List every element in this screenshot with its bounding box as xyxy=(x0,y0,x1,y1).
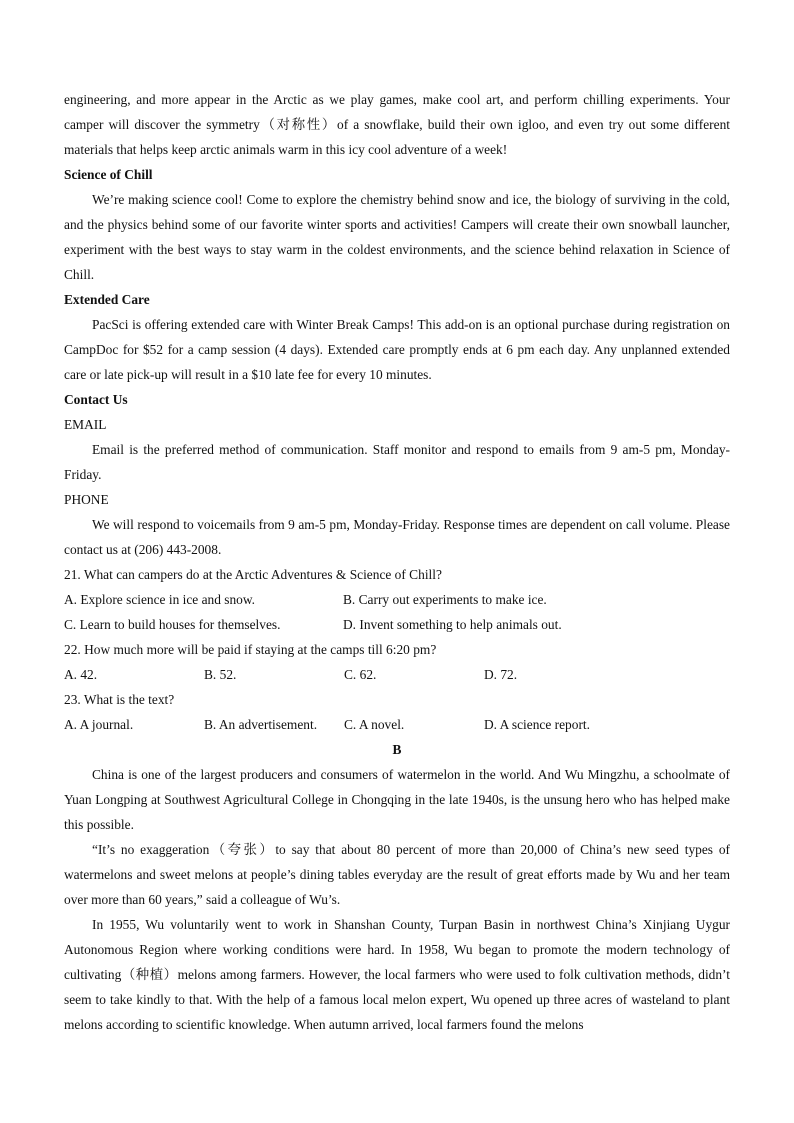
section-b-paragraph-1: China is one of the largest producers and consumers of watermelon in the world. And Wu Mingzhu, a schoolmate of Yuan Longping at Southwest Agricultural College in Chongqing in the late 1940s, is the unsung hero who has helped make this possible. xyxy=(64,767,730,832)
question-21-options-row2 xyxy=(64,612,730,637)
extended-care-heading: Extended Care xyxy=(64,292,150,307)
option-21-b[interactable]: B. Carry out experiments to make ice. xyxy=(343,592,547,607)
option-21-a[interactable]: A. Explore science in ice and snow. xyxy=(64,592,255,607)
extended-care-body: PacSci is offering extended care with Winter Break Camps! This add-on is an optional purchase during registration on CampDoc for $52 for a camp session (4 days). Extended care promptly ends at 6 pm each day. Any unplanned extended care or late pick-up will result in a $10 late fee for every 10 minutes. xyxy=(64,317,730,382)
intro-paragraph: engineering, and more appear in the Arctic as we play games, make cool art, and perform chilling experiments. Your camper will discover the symmetry（对称性）of a snowflake, build their own igloo, and even try out some different materials that helps keep arctic animals warm in this icy cool adventure of a week! xyxy=(64,92,730,157)
phone-label: PHONE xyxy=(64,492,109,507)
email-label: EMAIL xyxy=(64,417,107,432)
option-22-c[interactable]: C. 62. xyxy=(344,667,377,682)
question-21-options-row1 xyxy=(64,587,730,612)
option-23-b[interactable]: B. An advertisement. xyxy=(204,717,318,732)
question-23-stem: 23. What is the text? xyxy=(64,692,175,707)
option-21-d[interactable]: D. Invent something to help animals out. xyxy=(343,617,562,632)
question-22-options xyxy=(64,662,730,687)
section-b-label: B xyxy=(392,742,402,757)
option-21-c[interactable]: C. Learn to build houses for themselves. xyxy=(64,617,281,632)
question-22-stem: 22. How much more will be paid if staying at the camps till 6:20 pm? xyxy=(64,642,437,657)
science-of-chill-body: We’re making science cool! Come to explore the chemistry behind snow and ice, the biology of surviving in the cold, and the physics behind some of our favorite winter sports and activities! Campers will create their own snowball launcher, experiment with the best ways to stay warm in the coldest environments, and the science behind relaxation in Science of Chill. xyxy=(64,192,730,282)
option-22-d[interactable]: D. 72. xyxy=(484,667,518,682)
option-23-a[interactable]: A. A journal. xyxy=(64,717,134,732)
question-23-options xyxy=(64,712,730,737)
section-b-paragraph-3: In 1955, Wu voluntarily went to work in Shanshan County, Turpan Basin in northwest China’s Xinjiang Uygur Autonomous Region where working conditions were hard. In 1958, Wu began to promote the modern technology of cultivating（种植）melons among farmers. However, the local farmers who were used to folk cultivation methods, didn’t seem to take kindly to that. With the help of a famous local melon expert, Wu opened up three acres of wasteland to plant melons according to scientific knowledge. When autumn arrived, local farmers found the melons xyxy=(64,917,730,1032)
section-b-paragraph-2: “It’s no exaggeration（夸张）to say that about 80 percent of more than 20,000 of China’s new seed types of watermelons and sweet melons at people’s dining tables everyday are the result of great efforts made by Wu and her team over more than 60 years,” said a colleague of Wu’s. xyxy=(64,842,730,907)
phone-body: We will respond to voicemails from 9 am-5 pm, Monday-Friday. Response times are dependent on call volume. Please contact us at (206) 443-2008. xyxy=(64,517,730,557)
contact-heading: Contact Us xyxy=(64,392,128,407)
option-23-c[interactable]: C. A novel. xyxy=(344,717,405,732)
email-body: Email is the preferred method of communication. Staff monitor and respond to emails from 9 am-5 pm, Monday-Friday. xyxy=(64,442,730,482)
option-22-a[interactable]: A. 42. xyxy=(64,667,98,682)
document-page xyxy=(64,87,730,1037)
science-of-chill-heading: Science of Chill xyxy=(64,167,153,182)
option-22-b[interactable]: B. 52. xyxy=(204,667,237,682)
option-23-d[interactable]: D. A science report. xyxy=(484,717,590,732)
question-21-stem: 21. What can campers do at the Arctic Adventures & Science of Chill? xyxy=(64,567,442,582)
